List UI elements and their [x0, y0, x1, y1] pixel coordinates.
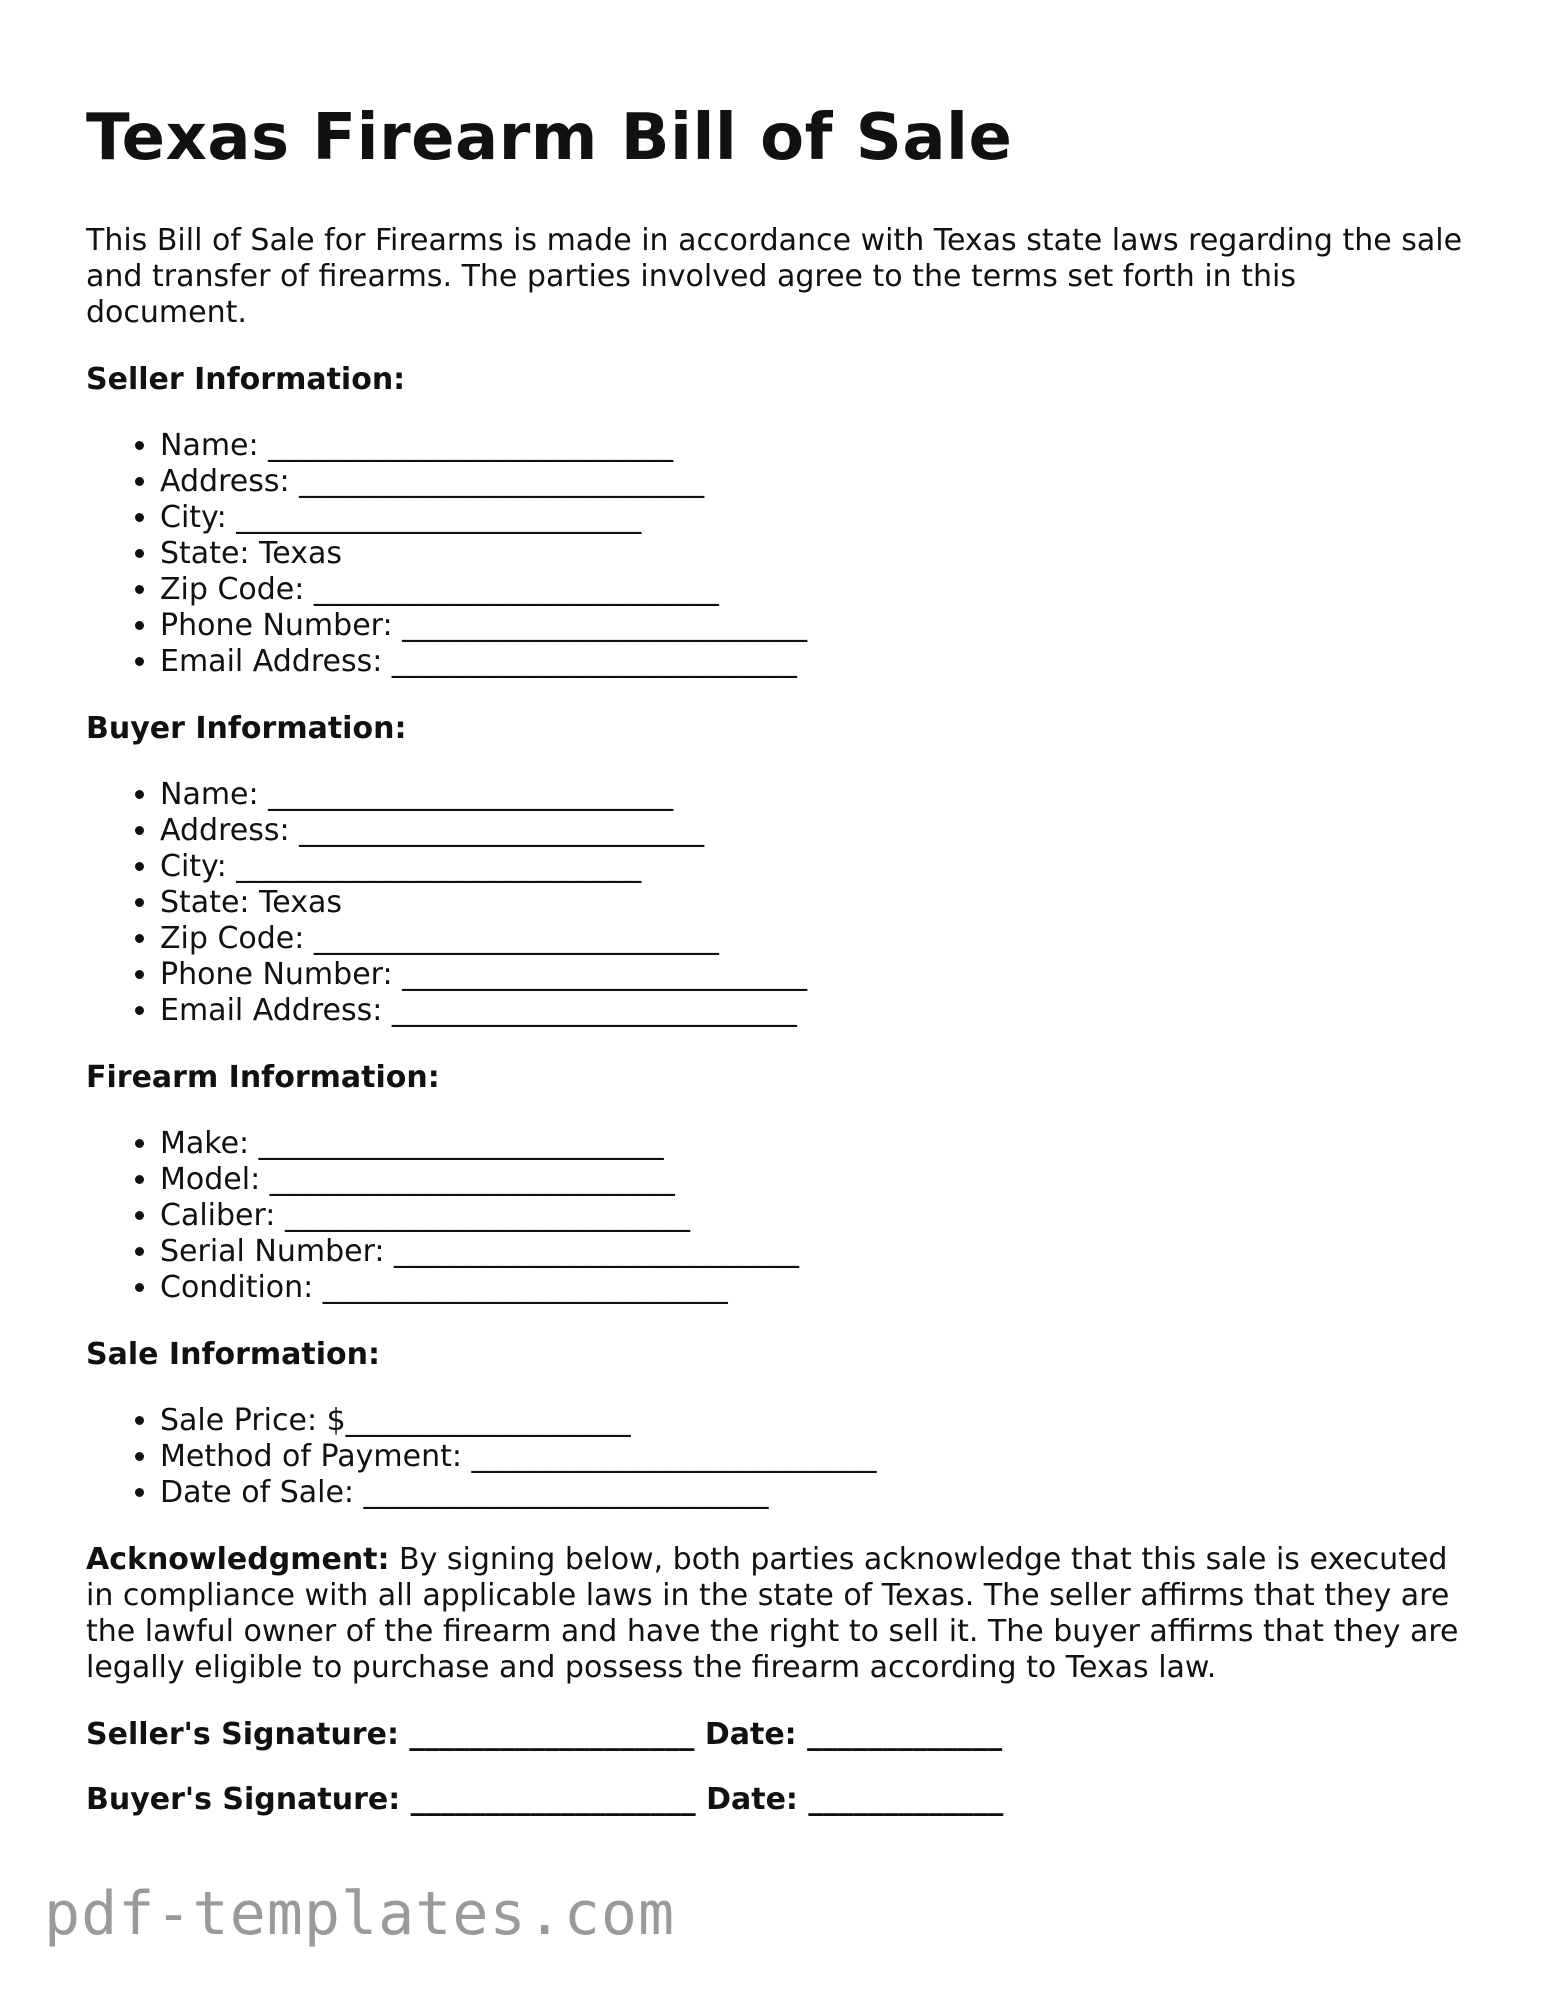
firearm-condition-field: • Condition: ___________________________	[160, 1270, 1466, 1306]
seller-phone-field: • Phone Number: ___________________________	[160, 608, 1466, 644]
seller-email-field: • Email Address: ___________________________	[160, 644, 1466, 680]
seller-zip-field: • Zip Code: ___________________________	[160, 572, 1466, 608]
document-title: Texas Firearm Bill of Sale	[86, 101, 1013, 175]
seller-signature-line: Seller's Signature: ___________________ Date: _____________	[86, 1716, 1003, 1752]
buyer-information-list	[86, 777, 1466, 1029]
intro-paragraph: This Bill of Sale for Firearms is made in accordance with Texas state laws regarding the sale and transfer of firearms. The parties involved agree to the terms set forth in this document.	[86, 222, 1463, 330]
buyer-phone-field: • Phone Number: ___________________________	[160, 957, 1466, 993]
payment-method-field: • Method of Payment: ___________________________	[160, 1439, 1466, 1475]
firearm-serial-field: • Serial Number: ___________________________	[160, 1234, 1466, 1270]
acknowledgment-paragraph	[86, 1542, 1466, 1686]
buyer-email-field: • Email Address: ___________________________	[160, 993, 1466, 1029]
firearm-information-heading: Firearm Information:	[86, 1059, 440, 1095]
firearm-information-list	[86, 1126, 1466, 1306]
buyer-information-heading: Buyer Information:	[86, 710, 407, 746]
buyer-state-field: • State: Texas	[160, 885, 1466, 921]
buyer-zip-field: • Zip Code: ___________________________	[160, 921, 1466, 957]
sale-price-field: • Sale Price: $___________________	[160, 1403, 1466, 1439]
buyer-city-field: • City: ___________________________	[160, 849, 1466, 885]
acknowledgment-label: Acknowledgment:	[86, 1541, 390, 1577]
seller-information-heading: Seller Information:	[86, 361, 406, 397]
firearm-make-field: • Make: ___________________________	[160, 1126, 1466, 1162]
seller-state-field: • State: Texas	[160, 536, 1466, 572]
buyer-name-field: • Name: ___________________________	[160, 777, 1466, 813]
seller-city-field: • City: ___________________________	[160, 500, 1466, 536]
buyer-signature-line: Buyer's Signature: ___________________ Date: _____________	[86, 1781, 1004, 1817]
document-page	[86, 100, 1466, 1818]
buyer-address-field: • Address: ___________________________	[160, 813, 1466, 849]
acknowledgment-text: By signing below, both parties acknowledge that this sale is executed in compliance with all applicable laws in the state of Texas. The seller affirms that they are the lawful owner of the firearm and have the right to sell it. The buyer affirms that they are legally eligible to purchase and possess the firearm according to Texas law.	[86, 1541, 1459, 1685]
seller-name-field: • Name: ___________________________	[160, 428, 1466, 464]
sale-information-list	[86, 1403, 1466, 1511]
sale-date-field: • Date of Sale: ___________________________	[160, 1475, 1466, 1511]
seller-address-field: • Address: ___________________________	[160, 464, 1466, 500]
firearm-model-field: • Model: ___________________________	[160, 1162, 1466, 1198]
seller-information-list	[86, 428, 1466, 680]
firearm-caliber-field: • Caliber: ___________________________	[160, 1198, 1466, 1234]
watermark-text: pdf-templates.com	[44, 1879, 676, 1949]
sale-information-heading: Sale Information:	[86, 1336, 380, 1372]
